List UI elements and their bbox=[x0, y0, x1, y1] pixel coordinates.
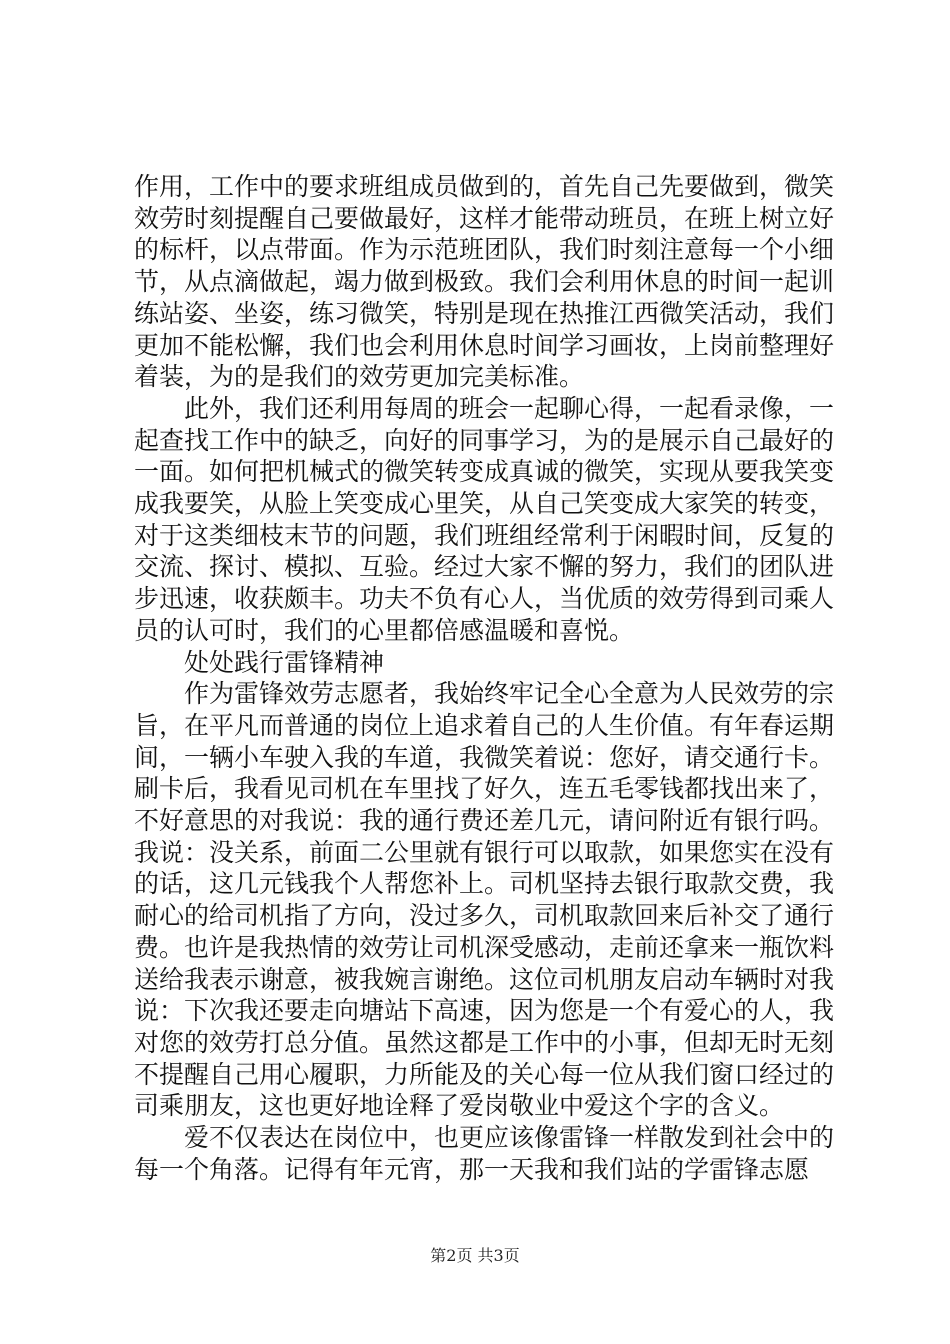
paragraph-2: 此外，我们还利用每周的班会一起聊心得，一起看录像，一起查找工作中的缺乏，向好的同事学习，为的是展示自己最好的一面。如何把机械式的微笑转变成真诚的微笑，实现从要我笑变成我要笑，从脸上笑变成心里笑，从自己笑变成大家笑的转变，对于这类细枝末节的问题，我们班组经常利于闲暇时间，反复的交流、探讨、模拟、互验。经过大家不懈的努力，我们的团队进步迅速，收获颇丰。功夫不负有心人，当优质的效劳得到司乘人员的认可时，我们的心里都倍感温暖和喜悦。 bbox=[134, 393, 835, 645]
paragraph-3: 作为雷锋效劳志愿者，我始终牢记全心全意为人民效劳的宗旨，在平凡而普通的岗位上追求着自己的人生价值。有年春运期间，一辆小车驶入我的车道，我微笑着说：您好，请交通行卡。刷卡后，我看见司机在车里找了好久，连五毛零钱都找出来了，不好意思的对我说：我的通行费还差几元，请问附近有银行吗。我说：没关系，前面二公里就有银行可以取款，如果您实在没有的话，这几元钱我个人帮您补上。司机坚持去银行取款交费，我耐心的给司机指了方向，没过多久，司机取款回来后补交了通行费。也许是我热情的效劳让司机深受感动，走前还拿来一瓶饮料送给我表示谢意，被我婉言谢绝。这位司机朋友启动车辆时对我说：下次我还要走向塘站下高速，因为您是一个有爱心的人，我对您的效劳打总分值。虽然这都是工作中的小事，但却无时无刻不提醒自己用心履职，力所能及的关心每一位从我们窗口经过的司乘朋友，这也更好地诠释了爱岗敬业中爱这个字的含义。 bbox=[134, 679, 835, 1121]
paragraph-1: 作用，工作中的要求班组成员做到的，首先自己先要做到，微笑效劳时刻提醒自己要做最好，这样才能带动班员，在班上树立好的标杆，以点带面。作为示范班团队，我们时刻注意每一个小细节，从点滴做起，竭力做到极致。我们会利用休息的时间一起训练站姿、坐姿，练习微笑，特别是现在热推江西微笑活动，我们更加不能松懈，我们也会利用休息时间学习画妆，上岗前整理好着装，为的是我们的效劳更加完美标准。 bbox=[134, 172, 835, 392]
document-body bbox=[134, 171, 834, 1186]
page-footer bbox=[0, 1246, 950, 1266]
section-heading: 处处践行雷锋精神 bbox=[184, 647, 385, 677]
page-number: 第2页 共3页 bbox=[430, 1246, 520, 1265]
paragraph-4: 爱不仅表达在岗位中，也更应该像雷锋一样散发到社会中的每一个角落。记得有年元宵，那一天我和我们站的学雷锋志愿 bbox=[134, 1123, 835, 1184]
